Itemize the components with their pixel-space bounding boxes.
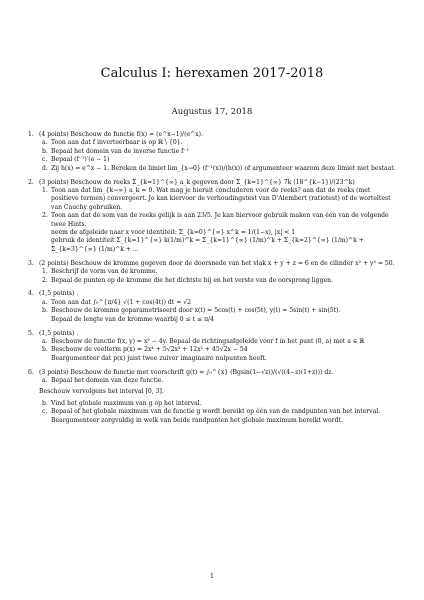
question-number: 4.	[28, 290, 34, 298]
sub-question: 1. Toon aan dat lim_{k→∞} a_k = 0. Wat mag je hieruit concluderen voor de reeks? aan dat de reeks (met positieve termen) convergeert. Je kan kiervoor de verhoudingstest van D'Alembert (ratiotest) of de worteltest van Cauchy gebruiken.	[42, 186, 391, 211]
sub-question-continued: Bepaal de lengte van de kromme waarbij 0 ≤ t ≤ π/4	[51, 315, 215, 323]
sub-question: a. Toon aan dat f inverteerbaar is op ℝ \ {0}.	[42, 139, 183, 147]
question-text: (4 points) Beschouw de functie f(x) = (e^x−1)/(e^x).	[39, 131, 203, 138]
sub-question: a. Beschouw de functie f(x, y) = x² − 4y. Bepaal de richtingsafgeleide voor f in het punt (0, a) met a ∈ ℝ	[42, 337, 365, 345]
question-4	[28, 290, 396, 324]
sub-question: b. Beschouw de kromme geparametriseerd door x(t) = 5cos(t) + cos(5t), y(t) = 5sin(t) + sin(5t).	[42, 307, 341, 315]
question-number: 5.	[28, 329, 34, 337]
page-title: Calculus I: herexamen 2017-2018	[100, 66, 324, 81]
question-text: (1,5 points) .	[39, 290, 79, 298]
hint-line: gebruik de identiteit Σ_{k=1}^{∞} k(1/m)^k = Σ_{k=1}^{∞} (1/m)^k + Σ_{k=2}^{∞} (1/m)^k + Σ_{k=3}^{∞} (1/m)^k + ...	[51, 237, 364, 253]
sub-question: d. Zij h(x) = e^x − 1. Bereken de limiet lim_{x→0} (f⁻¹(x))/(h(x)) of argumenteer waarom deze limiet niet bestaat.	[42, 164, 396, 172]
page-number: 1	[209, 572, 215, 580]
sub-question: b. Vind het globale maximum van g op het interval.	[42, 399, 202, 407]
question-text: (1,5 points) .	[39, 329, 79, 337]
exam-date: Augustus 17, 2018	[171, 107, 253, 117]
sub-question: 2. Bepaal de punten op de kromme die het dichtste bij en het verste van de oorsprong liggen.	[42, 276, 333, 284]
question-number: 1.	[28, 131, 34, 138]
question-number: 2.	[28, 178, 34, 186]
question-number: 3.	[28, 259, 34, 267]
sub-question: a. Bepaal het domein van deze functie.	[42, 377, 164, 385]
question-5	[28, 330, 396, 364]
question-3	[28, 260, 396, 285]
sub-question: b. Bepaal het domein van de inverse functie f⁻¹	[42, 147, 190, 155]
sub-question-continued: Beargumenteer dat p(x) juist twee zuiver imaginaire nulpunten heeft.	[51, 354, 267, 362]
sub-question: c. Bepaal (f⁻¹)′(e − 1)	[42, 156, 110, 164]
question-text: (3 points) Beschouw de functie met voorschrift g(t) = ∫₀^{x} (Bgsin(1−√z))/(√((4−z)(1+z))) dz.	[39, 368, 334, 376]
sub-question: c. Bepaal of het globale maximum van de functie g wordt bereikt op één van de randpunten van het interval. Beargumenteer zorgvuldig in welk van beide randpunten het globale maximum bereikt wordt.	[42, 408, 381, 424]
question-text: (2 points) Beschouw de kromme gegeven door de doorsnede van het vlak x + y + z = 6 en de cilinder x² + y² = 50.	[39, 259, 395, 267]
question-6	[28, 369, 396, 425]
question-number: 6.	[28, 368, 34, 376]
sub-question: a. Toon aan dat ∫₀^{π/4} √(1 + cos(4t)) dt = √2	[42, 298, 191, 306]
question-2	[28, 179, 396, 255]
sub-question: 2. Toon aan dat de som van de reeks gelijk is aan 23/5. Je kan hiervoor gebruik maken van één van de volgende twee Hints.	[42, 212, 389, 228]
hint-line: neem de afgeleide naar x voor identiteit: Σ_{k=0}^{∞} x^k = 1/(1−x), |x| < 1	[51, 228, 296, 236]
questions-list	[28, 131, 396, 431]
sub-question: b. Beschouw de veelterm p(x) = 2x⁴ + 5√2x³ + 12x² + 45√2x − 54	[42, 346, 248, 354]
interval-note: Beschouw vervolgens het interval [0, 3].	[39, 388, 164, 396]
question-1	[28, 131, 396, 173]
question-text: (3 points) Beschouw de reeks Σ_{k=1}^{∞} a_k gegeven door Σ_{k=1}^{∞} 7k (18^{k−1})/(23^k)	[39, 178, 355, 186]
sub-question: 1. Beschrijf de vorm van de kromme.	[42, 268, 158, 276]
